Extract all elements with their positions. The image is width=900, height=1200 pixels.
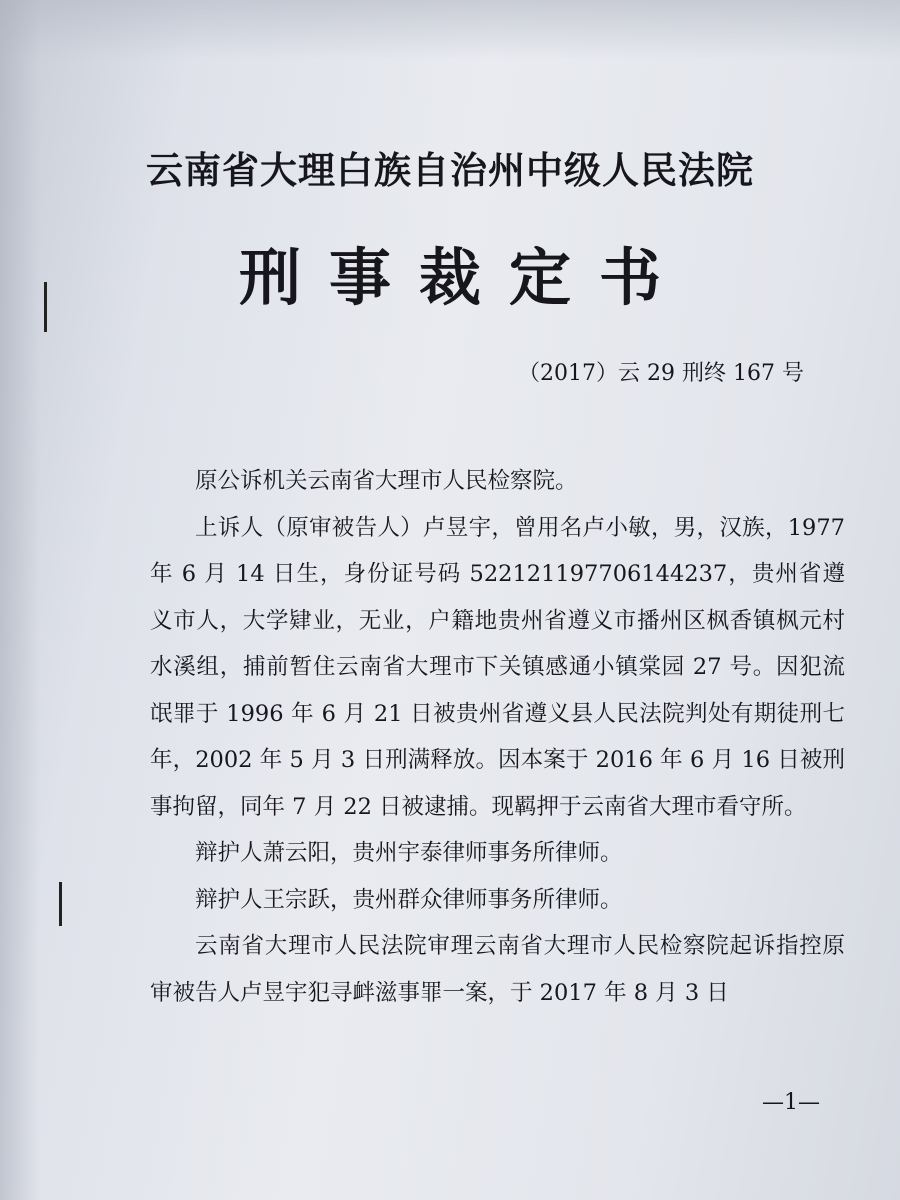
page-number: —1— [762, 1090, 820, 1115]
paragraph-defender-1: 辩护人萧云阳，贵州宇泰律师事务所律师。 [195, 840, 623, 866]
paragraph-defender-2: 辩护人王宗跃，贵州群众律师事务所律师。 [195, 886, 623, 913]
page-shadow-top [0, 0, 900, 60]
document-body [150, 458, 845, 1016]
paragraph-case-summary: 云南省大理市人民法院审理云南省大理市人民检察院起诉指控原审被告人卢昱宇犯寻衅滋事罪一案，于 2017 年 8 月 3 日 [150, 933, 845, 1006]
paragraph-appellant: 上诉人（原审被告人）卢昱宇，曾用名卢小敏，男，汉族，1977 年 6 月 14 日生，身份证号码 522121197706144237，贵州省遵义市人，大学肄业，无业，户籍地贵州省遵义市播州区枫香镇枫元村水溪组，捕前暂住云南省大理市下关镇感通小镇棠园 27 号。因犯流氓罪于 1996 年 6 月 21 日被贵州省遵义县人民法院判处有期徒刑七年，2002 年 5 月 3 日刑满释放。因本案于 2016 年 6 月 16 日被刑事拘留，同年 7 月 22 日被逮捕。现羁押于云南省大理市看守所。 [150, 514, 845, 820]
court-name: 云南省大理白族自治州中级人民法院 [146, 148, 754, 192]
case-number: （2017）云 29 刑终 167 号 [518, 361, 804, 386]
binding-mark [59, 882, 62, 926]
paragraph-prosecutor: 原公诉机关云南省大理市人民检察院。 [195, 468, 578, 494]
document-type-title: 刑事裁定书 [238, 241, 689, 314]
